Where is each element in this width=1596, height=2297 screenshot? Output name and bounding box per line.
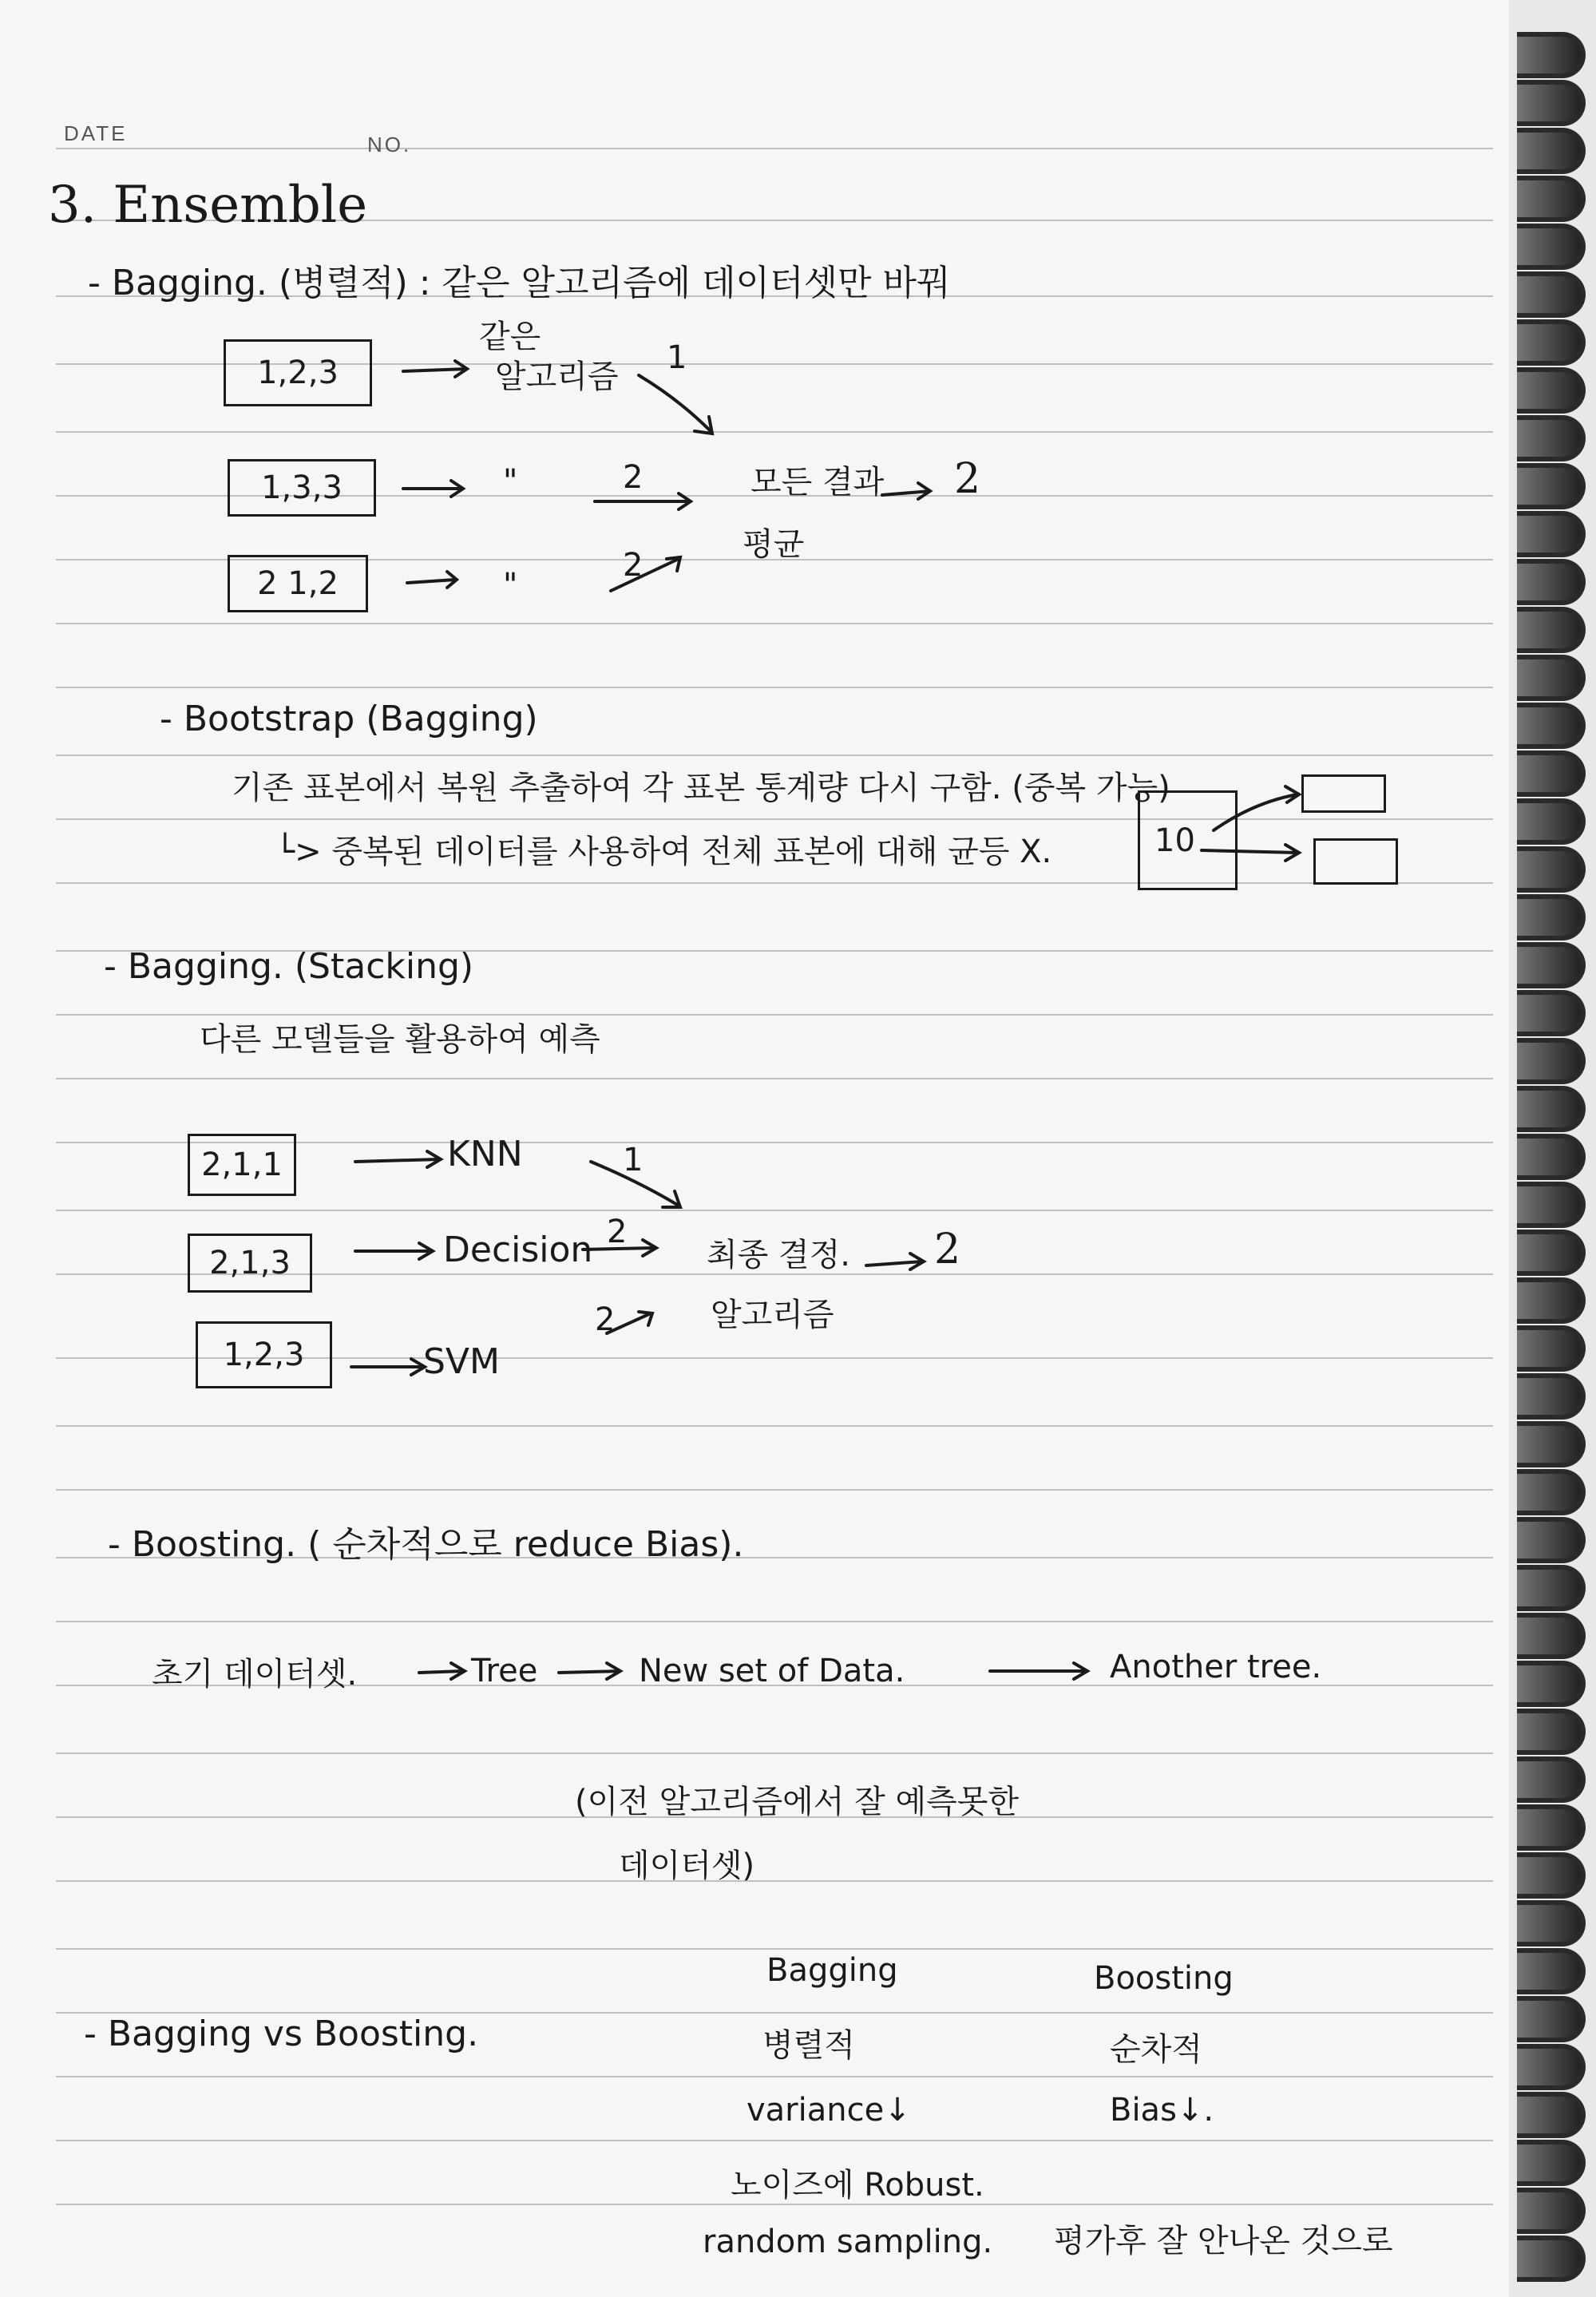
boosting-flow-another-tree: Another tree. <box>1110 1649 1322 1685</box>
spiral-coil <box>1517 1900 1586 1947</box>
no-label: NO. <box>367 133 412 156</box>
arrow-boot-2 <box>1202 845 1299 861</box>
spiral-coil <box>1517 1469 1586 1515</box>
spiral-coil <box>1517 1661 1586 1707</box>
spiral-coil <box>1517 1756 1586 1803</box>
arrow-bag-out-1 <box>639 375 712 434</box>
compare-boosting-2: Bias↓. <box>1110 2092 1214 2129</box>
arrow-boost-3 <box>990 1663 1087 1679</box>
compare-bagging-title: Bagging <box>766 1952 898 1989</box>
arrow-stack-3 <box>351 1359 425 1375</box>
boosting-heading: - Boosting. ( 순차적으로 reduce Bias). <box>108 1524 744 1565</box>
bagging-algo-top: 같은 <box>479 319 541 355</box>
bagging-heading: - Bagging. (병렬적) : 같은 알고리즘에 데이터셋만 바꿔 <box>88 263 951 303</box>
arrow-stack-out-1 <box>591 1162 680 1207</box>
compare-boosting-title: Boosting <box>1094 1960 1234 1997</box>
bagging-ditto-2: " <box>503 567 518 604</box>
stacking-final: 2 <box>934 1226 961 1273</box>
compare-boosting-4: 평가후 잘 안나온 것으로 <box>1054 2223 1393 2259</box>
spiral-coil <box>1517 176 1586 222</box>
stacking-output-1: 1 <box>623 1142 644 1178</box>
stacking-line-1: 다른 모델들을 활용하여 예측 <box>200 1021 600 1058</box>
spiral-coil <box>1517 2188 1586 2234</box>
spiral-coil <box>1517 1852 1586 1899</box>
arrow-bag-1 <box>403 361 467 377</box>
spiral-coil <box>1517 128 1586 174</box>
bagging-output-3: 2 <box>623 547 644 584</box>
arrow-boost-2 <box>559 1663 620 1679</box>
arrow-bag-out-3 <box>611 557 680 591</box>
spiral-coil <box>1517 415 1586 461</box>
spiral-coil <box>1517 1996 1586 2042</box>
stacking-heading: - Bagging. (Stacking) <box>104 946 474 987</box>
spiral-coil <box>1517 1277 1586 1324</box>
spiral-coil <box>1517 2092 1586 2138</box>
arrow-stack-1 <box>355 1151 441 1167</box>
stacking-output-3: 2 <box>595 1301 616 1338</box>
page-title: 3. Ensemble <box>48 176 368 235</box>
spiral-coil <box>1517 2140 1586 2186</box>
bagging-output-2: 2 <box>623 459 644 496</box>
stacking-box-1: 2,1,1 <box>188 1134 296 1196</box>
arrow-bag-final <box>882 483 930 499</box>
boosting-note-line-1: (이전 알고리즘에서 잘 예측못한 <box>575 1784 1020 1820</box>
spiral-coil <box>1517 2236 1586 2282</box>
bagging-result-bottom: 평균 <box>743 526 805 563</box>
arrow-stack-out-3 <box>607 1312 652 1333</box>
spiral-coil <box>1517 1373 1586 1420</box>
spiral-coil <box>1517 750 1586 797</box>
spiral-coil <box>1517 655 1586 701</box>
stacking-result-bottom: 알고리즘 <box>711 1297 834 1333</box>
bagging-box-3: 2 1,2 <box>228 555 368 612</box>
arrow-bag-3 <box>407 572 457 588</box>
spiral-coil <box>1517 1565 1586 1611</box>
spiral-coil <box>1517 1038 1586 1084</box>
compare-heading: - Bagging vs Boosting. <box>84 2014 479 2054</box>
arrow-bag-2 <box>403 481 463 497</box>
spiral-coil <box>1517 80 1586 126</box>
bootstrap-heading: - Bootstrap (Bagging) <box>160 699 538 739</box>
bagging-algo-bottom: 알고리즘 <box>495 358 619 395</box>
spiral-coil <box>1517 1517 1586 1563</box>
spiral-coil <box>1517 894 1586 941</box>
bootstrap-source-box: 10 <box>1138 790 1238 890</box>
bagging-ditto-1: " <box>503 463 518 500</box>
stacking-box-3: 1,2,3 <box>196 1321 332 1388</box>
spiral-coil <box>1517 1421 1586 1467</box>
bagging-result-top: 모든 결과 <box>750 464 885 501</box>
boosting-note-line-2: 데이터셋) <box>619 1848 755 1884</box>
compare-bagging-2: variance↓ <box>747 2092 911 2129</box>
bagging-box-1: 1,2,3 <box>224 339 372 406</box>
compare-bagging-3: 노이즈에 Robust. <box>731 2167 984 2204</box>
arrow-stack-2 <box>355 1243 433 1259</box>
bagging-box-2: 1,3,3 <box>228 459 376 517</box>
spiral-coil <box>1517 1804 1586 1851</box>
stacking-model-svm: SVM <box>423 1341 500 1382</box>
arrow-boost-1 <box>419 1663 465 1679</box>
date-label: DATE <box>64 121 128 145</box>
stacking-result-top: 최종 결정. <box>707 1237 850 1273</box>
spiral-coil <box>1517 2044 1586 2090</box>
spiral-coil <box>1517 1134 1586 1180</box>
spiral-coil <box>1517 1709 1586 1755</box>
stacking-box-2: 2,1,3 <box>188 1234 312 1293</box>
compare-boosting-1: 순차적 <box>1110 2031 1202 2068</box>
spiral-coil <box>1517 990 1586 1036</box>
spiral-coil <box>1517 319 1586 366</box>
boosting-flow-new-data: New set of Data. <box>639 1653 905 1689</box>
arrow-boot-1 <box>1214 786 1299 830</box>
spiral-coil <box>1517 1613 1586 1659</box>
bagging-final: 2 <box>954 455 981 503</box>
spiral-coil <box>1517 271 1586 318</box>
spiral-coil <box>1517 703 1586 749</box>
spiral-coil <box>1517 463 1586 509</box>
stacking-model-decision: Decision <box>443 1230 593 1270</box>
spiral-coil <box>1517 1230 1586 1276</box>
spiral-coil <box>1517 942 1586 988</box>
spiral-coil <box>1517 1086 1586 1132</box>
spiral-coil <box>1517 511 1586 557</box>
spiral-coil <box>1517 559 1586 605</box>
bootstrap-line-1: 기존 표본에서 복원 추출하여 각 표본 통계량 다시 구함. (중복 가능) <box>232 770 1170 806</box>
spiral-coil <box>1517 1325 1586 1372</box>
spiral-coil <box>1517 1948 1586 1994</box>
compare-bagging-1: 병렬적 <box>762 2027 855 2064</box>
boosting-flow-tree: Tree <box>471 1653 538 1689</box>
spiral-coil <box>1517 32 1586 78</box>
spiral-coil <box>1517 846 1586 893</box>
boosting-flow-start: 초기 데이터셋. <box>152 1656 358 1693</box>
stacking-model-knn: KNN <box>447 1134 523 1174</box>
compare-bagging-4: random sampling. <box>703 2224 993 2260</box>
arrow-stack-out-2 <box>583 1240 656 1256</box>
spiral-coil <box>1517 367 1586 414</box>
arrow-stack-final <box>866 1253 924 1269</box>
bootstrap-line-2: └> 중복된 데이터를 사용하여 전체 표본에 대해 균등 X. <box>275 834 1052 870</box>
spiral-coil <box>1517 798 1586 845</box>
spiral-coil <box>1517 1182 1586 1228</box>
spiral-coil <box>1517 224 1586 270</box>
stacking-output-2: 2 <box>607 1214 628 1250</box>
spiral-coil <box>1517 607 1586 653</box>
bagging-output-1: 1 <box>667 339 687 376</box>
arrow-bag-out-2 <box>595 493 691 509</box>
